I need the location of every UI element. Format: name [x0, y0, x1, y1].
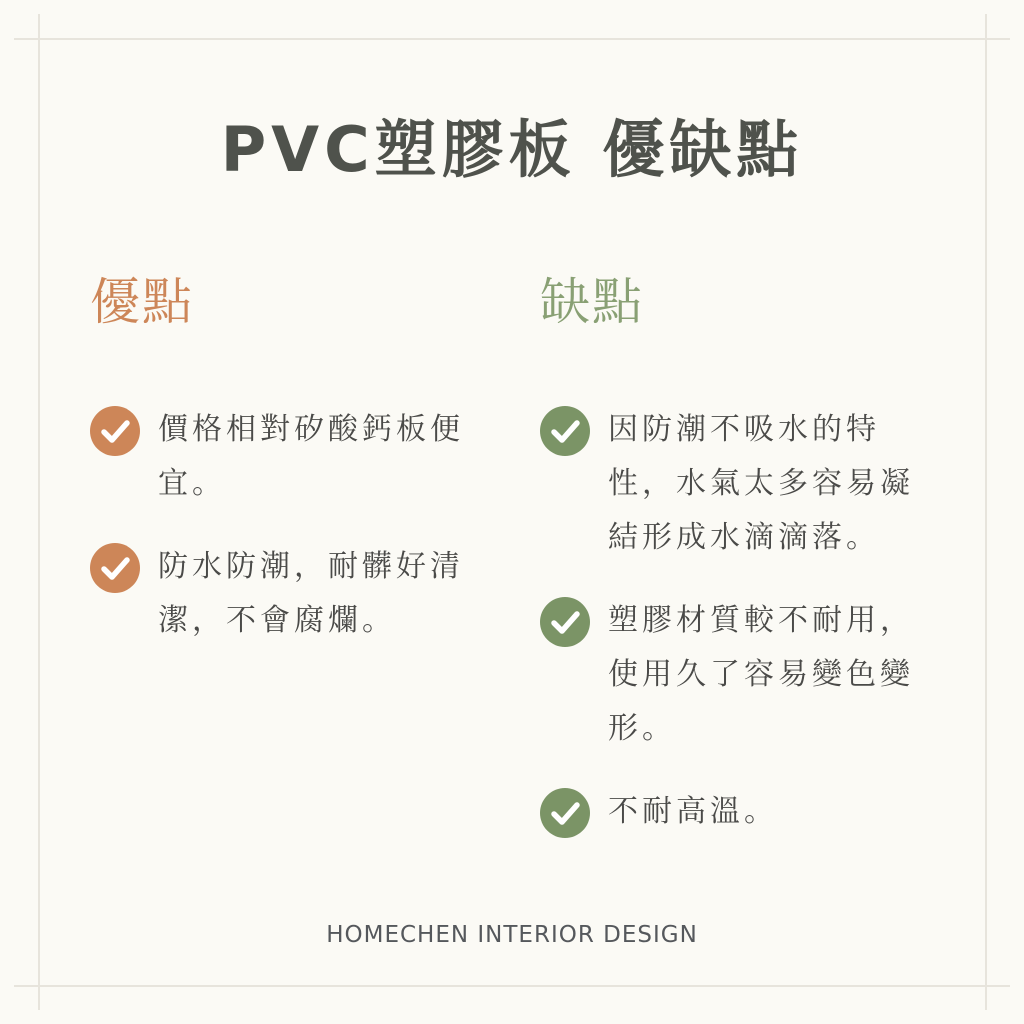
pros-item-text: 防水防潮，耐髒好清潔，不會腐爛。 — [158, 549, 464, 638]
check-circle-icon — [90, 406, 140, 456]
page-title: PVC塑膠板 優缺點 — [220, 113, 804, 186]
cons-item — [540, 788, 940, 839]
frame-line-bottom — [14, 985, 1010, 987]
check-circle-icon — [540, 788, 590, 838]
cons-item-text: 不耐高溫。 — [608, 794, 778, 829]
pros-item-text: 價格相對矽酸鈣板便宜。 — [158, 412, 464, 501]
check-circle-icon — [90, 543, 140, 593]
cons-column — [540, 270, 940, 871]
pros-heading: 優點 — [90, 273, 194, 331]
pros-column — [90, 270, 490, 680]
cons-item-text: 因防潮不吸水的特性，水氣太多容易凝結形成水滴滴落。 — [608, 412, 914, 555]
cons-item — [540, 597, 940, 756]
cons-item-text: 塑膠材質較不耐用，使用久了容易變色變形。 — [608, 603, 914, 746]
cons-item — [540, 406, 940, 565]
brand-footer: HOMECHEN INTERIOR DESIGN — [326, 922, 698, 948]
cons-heading: 缺點 — [540, 273, 644, 331]
pros-item — [90, 406, 490, 511]
pros-item — [90, 543, 490, 648]
check-circle-icon — [540, 406, 590, 456]
frame-line-top — [14, 38, 1010, 40]
check-circle-icon — [540, 597, 590, 647]
